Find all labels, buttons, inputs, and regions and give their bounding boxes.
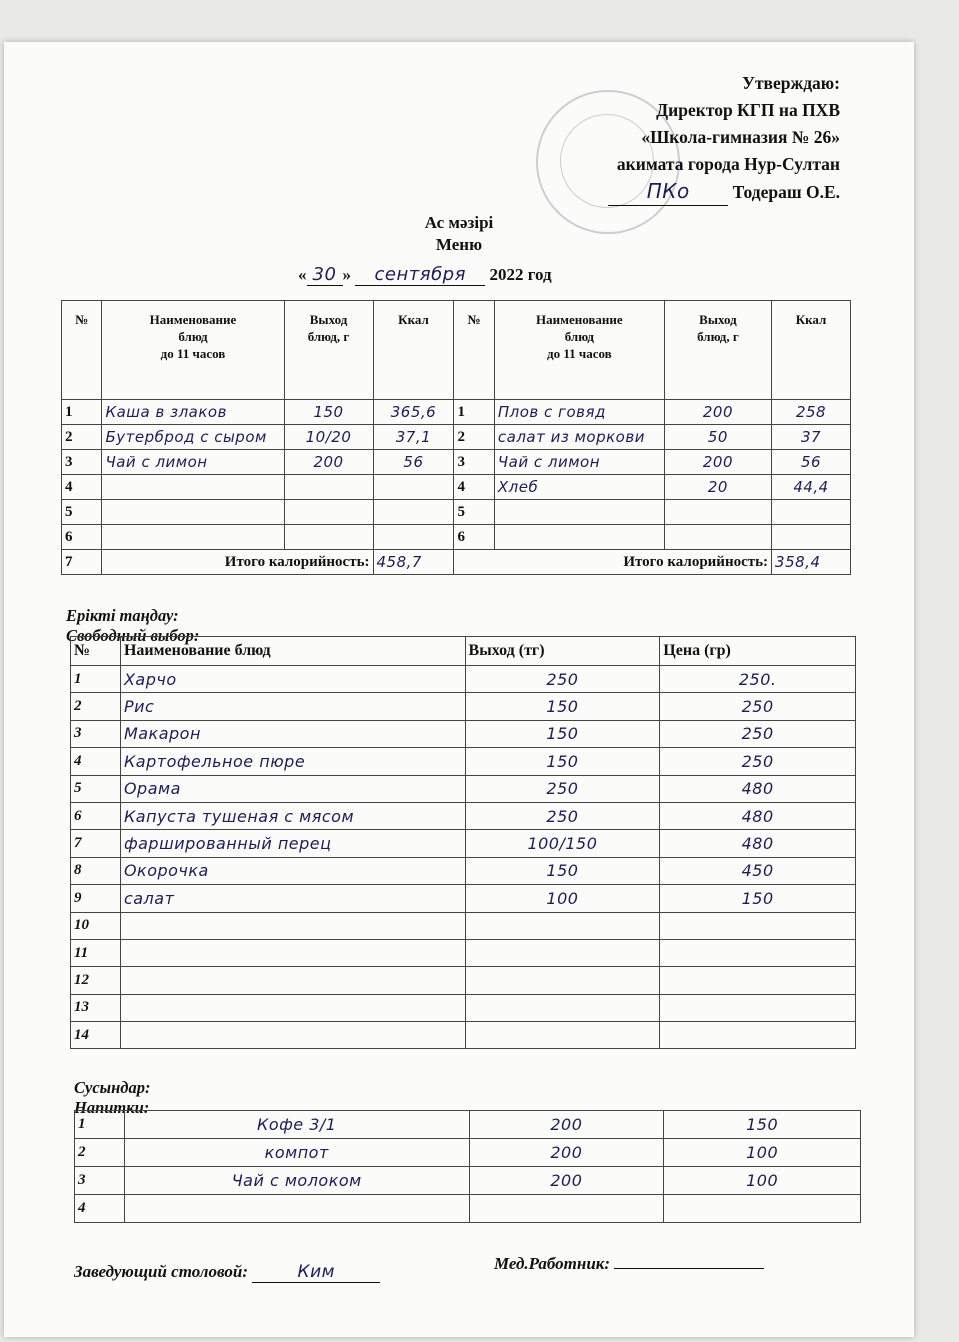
dish-kcal-2: 258 <box>772 400 851 425</box>
dish-name <box>102 500 284 525</box>
row-number: 1 <box>62 400 102 425</box>
drink-name: Кофе 3/1 <box>124 1111 469 1139</box>
dish-kcal <box>373 500 454 525</box>
approval-signer-line <box>608 178 840 206</box>
row-number: 12 <box>71 967 121 994</box>
row-number-2: 4 <box>454 475 494 500</box>
table-row <box>71 748 856 775</box>
dish-output: 200 <box>284 450 373 475</box>
approval-signer: Тодераш О.Е. <box>732 182 840 202</box>
drink-output: 200 <box>469 1167 664 1195</box>
dish-price: 480 <box>660 830 856 857</box>
row-number: 3 <box>71 720 121 747</box>
dish-output: 150 <box>465 857 660 884</box>
dish-price: 250. <box>660 666 856 693</box>
date-day: 30 <box>307 264 343 286</box>
row-number: 3 <box>75 1167 125 1195</box>
table-row <box>71 775 856 802</box>
col-num-2: № <box>454 301 494 400</box>
approval-line-3: «Школа-гимназия № 26» <box>641 127 840 147</box>
table-row <box>71 885 856 912</box>
dish-output <box>465 967 660 994</box>
dish-output: 250 <box>465 666 660 693</box>
table-row <box>62 475 851 500</box>
col-num: № <box>62 301 102 400</box>
drink-output: 200 <box>469 1139 664 1167</box>
total-left-value: 458,7 <box>373 550 454 575</box>
dish-name: Орама <box>120 775 465 802</box>
dish-output <box>284 475 373 500</box>
dish-price <box>660 1022 856 1049</box>
row-number: 3 <box>62 450 102 475</box>
dish-output: 10/20 <box>284 425 373 450</box>
date-quote-close: » <box>342 265 351 284</box>
canteen-signature: Ким <box>252 1262 380 1283</box>
dish-output-2: 200 <box>664 400 771 425</box>
table-row <box>71 720 856 747</box>
dish-price: 150 <box>660 885 856 912</box>
row-number: 1 <box>71 666 121 693</box>
row-number: 5 <box>62 500 102 525</box>
table-row <box>75 1139 861 1167</box>
dish-output-2: 20 <box>664 475 771 500</box>
col-out-2: Выход блюд, г <box>664 301 771 400</box>
dish-output: 150 <box>465 720 660 747</box>
row-number: 6 <box>62 525 102 550</box>
row-number: 4 <box>62 475 102 500</box>
row-number: 11 <box>71 939 121 966</box>
row-number: 7 <box>71 830 121 857</box>
dish-output: 150 <box>284 400 373 425</box>
dish-price <box>660 994 856 1021</box>
col-num: № <box>71 637 121 666</box>
col-kcal-2: Ккал <box>772 301 851 400</box>
dish-name <box>120 994 465 1021</box>
approval-line-4: акимата города Нур-Султан <box>616 154 840 174</box>
dish-name-2: Чай с лимон <box>494 450 664 475</box>
dish-output: 250 <box>465 802 660 829</box>
dish-output-2: 50 <box>664 425 771 450</box>
dish-name <box>120 939 465 966</box>
drink-name: Чай с молоком <box>124 1167 469 1195</box>
table-row <box>71 802 856 829</box>
dish-kcal <box>373 525 454 550</box>
drinks-table <box>74 1110 861 1223</box>
dish-name <box>102 525 284 550</box>
dish-name: Харчо <box>120 666 465 693</box>
menu-date <box>298 264 552 286</box>
table-row <box>71 666 856 693</box>
dish-price <box>660 912 856 939</box>
drink-name: компот <box>124 1139 469 1167</box>
row-number: 14 <box>71 1022 121 1049</box>
free-choice-heading-ru: Свободный выбор: <box>66 626 200 645</box>
dish-kcal <box>373 475 454 500</box>
table-row <box>71 693 856 720</box>
drink-output <box>469 1195 664 1223</box>
page-title <box>384 212 534 256</box>
dish-name: Чай с лимон <box>102 450 284 475</box>
row-number: 5 <box>71 775 121 802</box>
dish-name: Бутерброд с сыром <box>102 425 284 450</box>
dish-price: 480 <box>660 775 856 802</box>
drink-price: 100 <box>664 1139 861 1167</box>
table-row <box>71 1022 856 1049</box>
drinks-heading-kz: Сусындар: <box>74 1078 151 1097</box>
row-number: 4 <box>75 1195 125 1223</box>
dish-price: 480 <box>660 802 856 829</box>
table-header-row <box>71 637 856 666</box>
total-label-2: Итого калорийность: <box>454 550 772 575</box>
dish-name <box>120 967 465 994</box>
dish-name: фаршированный перец <box>120 830 465 857</box>
dish-name <box>120 1022 465 1049</box>
dish-output <box>284 500 373 525</box>
dish-name: салат <box>120 885 465 912</box>
table-row <box>62 425 851 450</box>
col-name: Наименование блюд <box>120 637 465 666</box>
row-number: 2 <box>71 693 121 720</box>
table-row <box>75 1195 861 1223</box>
dish-price: 250 <box>660 693 856 720</box>
approval-block <box>608 70 840 206</box>
dish-name: Картофельное пюре <box>120 748 465 775</box>
dish-name-2: Плов с говяд <box>494 400 664 425</box>
drink-price: 100 <box>664 1167 861 1195</box>
col-out: Выход блюд, г <box>284 301 373 400</box>
table-row <box>75 1111 861 1139</box>
medic-signature-line <box>494 1254 764 1274</box>
dish-price <box>660 939 856 966</box>
drink-price: 150 <box>664 1111 861 1139</box>
table-row <box>62 525 851 550</box>
total-row <box>62 550 851 575</box>
director-signature: ПКо <box>608 178 728 206</box>
dish-kcal-2: 37 <box>772 425 851 450</box>
dish-output: 150 <box>465 748 660 775</box>
row-number: 2 <box>62 425 102 450</box>
row-number-2: 6 <box>454 525 494 550</box>
table-row <box>71 939 856 966</box>
dish-name-2 <box>494 500 664 525</box>
dish-output-2 <box>664 525 771 550</box>
row-number: 13 <box>71 994 121 1021</box>
dish-price <box>660 967 856 994</box>
total-right-value: 358,4 <box>772 550 851 575</box>
drink-name <box>124 1195 469 1223</box>
dish-name: Окорочка <box>120 857 465 884</box>
dish-output-2: 200 <box>664 450 771 475</box>
dish-kcal-2: 44,4 <box>772 475 851 500</box>
approval-line-1: Утверждаю: <box>742 73 840 93</box>
free-choice-heading-kz: Ерікті таңдау: <box>66 606 179 625</box>
dish-name: Капуста тушеная с мясом <box>120 802 465 829</box>
free-choice-table <box>70 636 856 1049</box>
dish-kcal: 37,1 <box>373 425 454 450</box>
dish-output <box>284 525 373 550</box>
title-kz: Ас мәзірі <box>424 213 494 232</box>
dish-name <box>120 912 465 939</box>
table-row <box>71 912 856 939</box>
breakfast-lunch-table <box>61 300 851 575</box>
date-year: 2022 год <box>489 265 552 284</box>
row-number-2: 5 <box>454 500 494 525</box>
row-number: 10 <box>71 912 121 939</box>
dish-output: 150 <box>465 693 660 720</box>
medic-signature <box>614 1268 764 1269</box>
table-row <box>71 967 856 994</box>
row-number-2: 1 <box>454 400 494 425</box>
dish-name: Макарон <box>120 720 465 747</box>
row-number: 8 <box>71 857 121 884</box>
table-row <box>71 830 856 857</box>
table-row <box>71 857 856 884</box>
dish-output: 100/150 <box>465 830 660 857</box>
row-number-2: 3 <box>454 450 494 475</box>
drinks-heading-ru: Напитки: <box>74 1098 150 1117</box>
dish-kcal: 56 <box>373 450 454 475</box>
col-out: Выход (тг) <box>465 637 660 666</box>
dish-output <box>465 912 660 939</box>
dish-output <box>465 1022 660 1049</box>
row-number: 9 <box>71 885 121 912</box>
date-month: сентября <box>355 264 485 286</box>
dish-kcal-2 <box>772 500 851 525</box>
table-row <box>62 500 851 525</box>
row-number: 7 <box>62 550 102 575</box>
col-price: Цена (гр) <box>660 637 856 666</box>
dish-name-2: Хлеб <box>494 475 664 500</box>
dish-name: Каша в злаков <box>102 400 284 425</box>
dish-name <box>102 475 284 500</box>
dish-output: 100 <box>465 885 660 912</box>
dish-kcal-2: 56 <box>772 450 851 475</box>
dish-output <box>465 939 660 966</box>
date-quote-open: « <box>298 265 307 284</box>
dish-name: Рис <box>120 693 465 720</box>
table-header-row <box>62 301 851 400</box>
title-ru: Меню <box>435 235 483 254</box>
dish-output: 250 <box>465 775 660 802</box>
table-row <box>71 994 856 1021</box>
dish-name-2: салат из моркови <box>494 425 664 450</box>
dish-output-2 <box>664 500 771 525</box>
dish-price: 450 <box>660 857 856 884</box>
col-name: Наименование блюд до 11 часов <box>102 301 284 400</box>
approval-line-2: Директор КГП на ПХВ <box>656 100 840 120</box>
drink-price <box>664 1195 861 1223</box>
row-number: 1 <box>75 1111 125 1139</box>
canteen-manager-signature-line <box>74 1262 380 1283</box>
dish-price: 250 <box>660 748 856 775</box>
row-number-2: 2 <box>454 425 494 450</box>
dish-kcal: 365,6 <box>373 400 454 425</box>
row-number: 6 <box>71 802 121 829</box>
dish-kcal-2 <box>772 525 851 550</box>
menu-document <box>4 42 914 1337</box>
dish-name-2 <box>494 525 664 550</box>
col-kcal: Ккал <box>373 301 454 400</box>
table-row <box>62 400 851 425</box>
table-row <box>62 450 851 475</box>
row-number: 4 <box>71 748 121 775</box>
medic-label: Мед.Работник: <box>494 1254 611 1273</box>
canteen-label: Заведующий столовой: <box>74 1262 248 1281</box>
total-label: Итого калорийность: <box>102 550 373 575</box>
col-name-2: Наименование блюд до 11 часов <box>494 301 664 400</box>
table-row <box>75 1167 861 1195</box>
dish-price: 250 <box>660 720 856 747</box>
drink-output: 200 <box>469 1111 664 1139</box>
dish-output <box>465 994 660 1021</box>
row-number: 2 <box>75 1139 125 1167</box>
